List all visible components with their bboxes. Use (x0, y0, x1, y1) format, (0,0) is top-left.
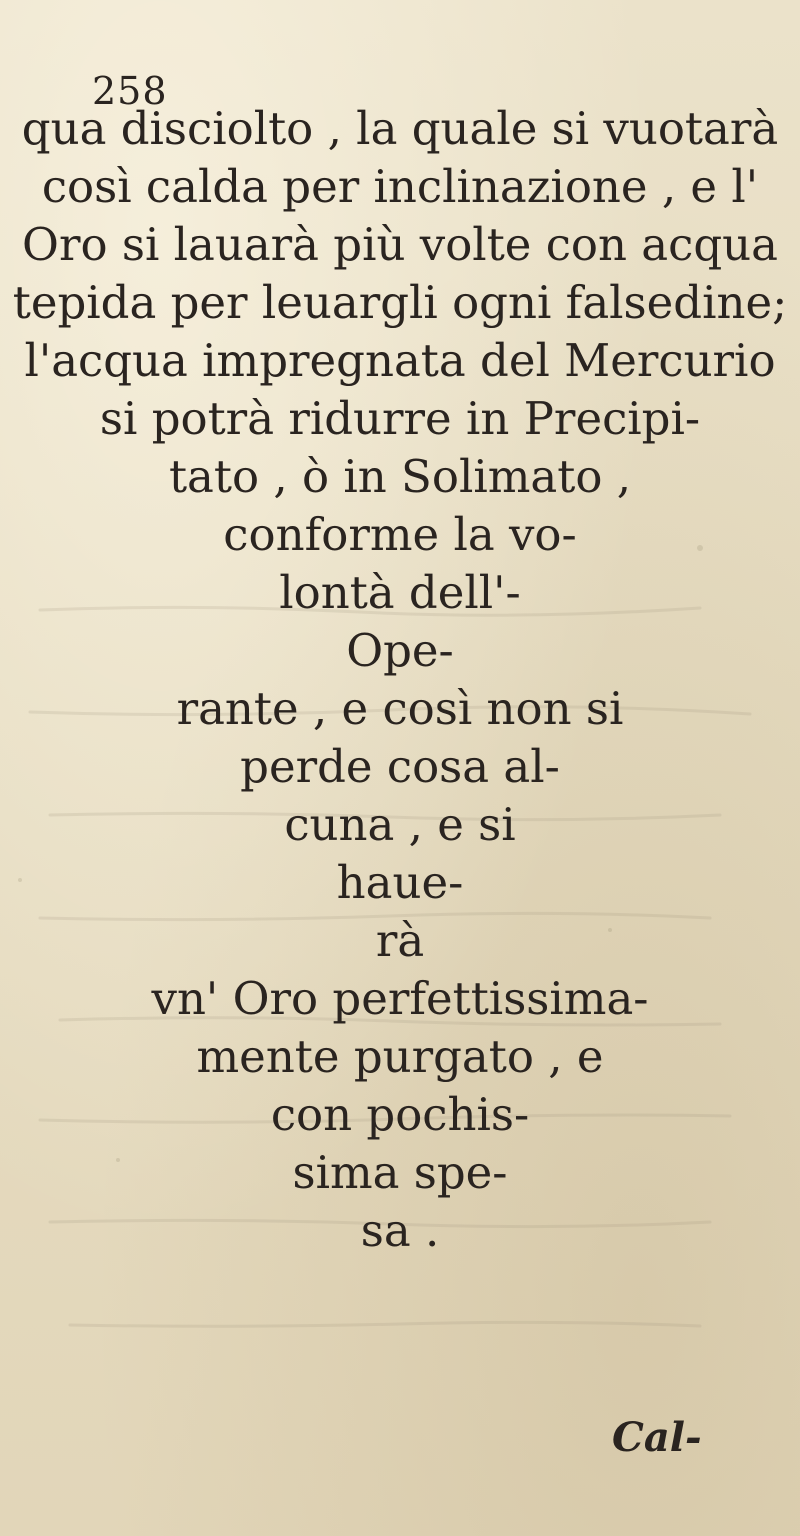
text-line: con pochis- (270, 1088, 530, 1141)
text-line: Ope- (346, 624, 454, 677)
text-line: rà (375, 914, 425, 967)
text-line: tepida per leuargli ogni falsedine; (12, 276, 788, 329)
text-line: si potrà ridurre in Precipi- (99, 392, 701, 445)
text-line: sima spe- (292, 1146, 508, 1199)
text-line: lontà dell'- (279, 566, 521, 619)
text-line: l'acqua impregnata del Mercurio (24, 334, 776, 387)
text-line: haue- (336, 856, 464, 909)
text-line: perde cosa al- (240, 740, 560, 793)
text-line: sa . (360, 1204, 440, 1257)
text-line: cuna , e si (284, 798, 516, 851)
text-line: Oro si lauarà più volte con acqua (22, 218, 778, 271)
text-line: tato , ò in Solimato , (168, 450, 632, 503)
text-line: mente purgato , e (196, 1030, 604, 1083)
text-line: rante , e così non si (176, 682, 624, 735)
text-line: qua disciolto , la quale si vuotarà (21, 102, 779, 155)
text-line: così calda per inclinazione , e l' (41, 160, 759, 213)
text-line: conforme la vo- (223, 508, 577, 561)
text-line: vn' Oro perfettissima- (151, 972, 649, 1025)
catchword: Cal- (612, 1414, 702, 1461)
page-number: 258 (92, 69, 168, 113)
